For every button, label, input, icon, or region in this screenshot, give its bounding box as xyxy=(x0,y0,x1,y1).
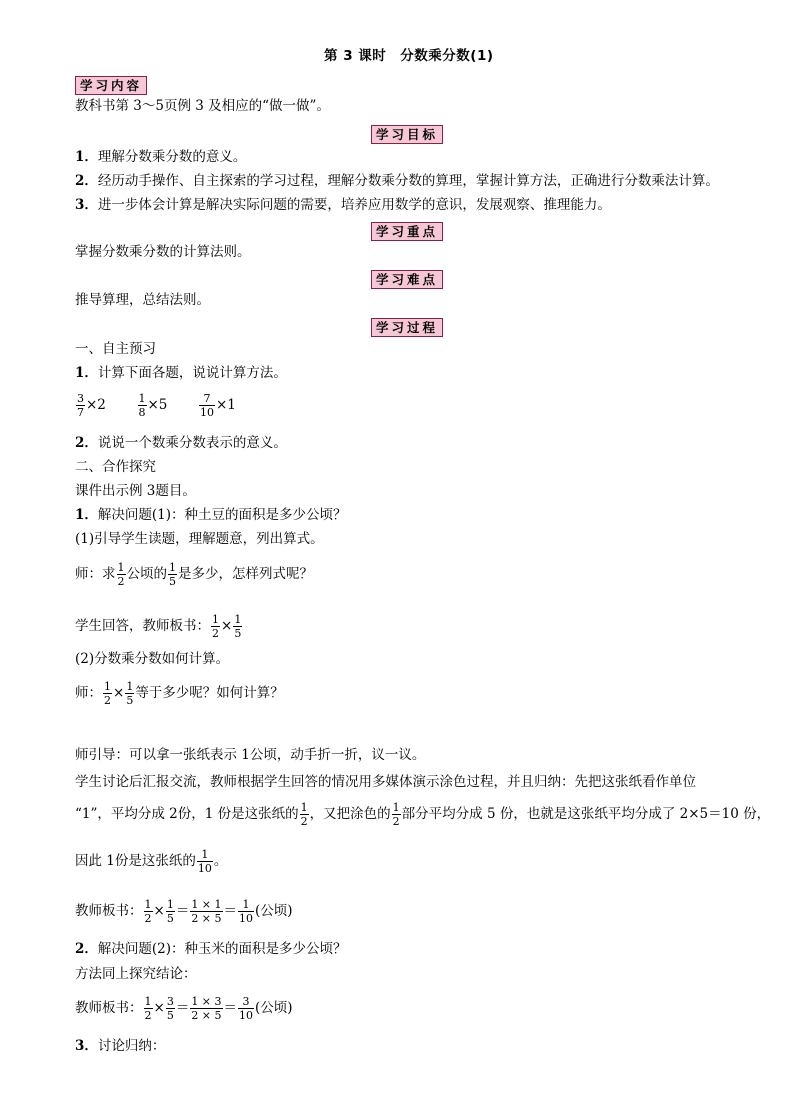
teacher-guide: 师引导：可以拿一张纸表示 1公顷，动手折一折，议一议。 xyxy=(75,747,426,763)
tag-key: 学习重点 xyxy=(371,222,443,241)
goal-3: 3．进一步体会计算是解决实际问题的需要，培养应用数学的意识，发展观察、推理能力。 xyxy=(75,197,611,213)
difficulty-text: 推导算理，总结法则。 xyxy=(75,292,210,308)
question-2: 2．说说一个数乘分数表示的意义。 xyxy=(75,435,287,451)
step-1a: (1)引导学生读题，理解题意，列出算式。 xyxy=(75,531,324,547)
paragraph-line-1: 学生讨论后汇报交流，教师根据学生回答的情况用多媒体演示涂色过程，并且归纳：先把这张纸看作单位 xyxy=(75,774,696,790)
expression: $\frac{3}{7}$ ×2 xyxy=(77,392,106,419)
student-answer: 学生回答，教师板书： $\frac{1}{2}$ × $\frac{1}{5}$ xyxy=(75,613,242,640)
teacher-question-2: 师： $\frac{1}{2}$ × $\frac{1}{5}$ 等于多少呢？如何计算？ xyxy=(75,680,284,707)
goal-2: 2．经历动手操作、自主探索的学习过程，理解分数乘分数的算理，掌握计算方法，正确进行分数乘法计算。 xyxy=(75,173,719,189)
question-1: 1．计算下面各题，说说计算方法。 xyxy=(75,365,287,381)
paragraph-line-3: 因此 1份是这张纸的 $\frac{1}{10}$ 。 xyxy=(75,848,228,875)
problem-2: 2．解决问题(2)：种玉米的面积是多少公顷？ xyxy=(75,941,347,957)
expression: $\frac{7}{10}$ ×1 xyxy=(200,392,236,419)
problem-3: 3．讨论归纳： xyxy=(75,1038,166,1054)
board-formula-1: 教师板书： $\frac{1}{2}$ × $\frac{1}{5}$ ＝ $\frac{1 \times 1}{2 \times 5}$ ＝ $\frac{1}{10}$ (公顷) xyxy=(75,898,293,925)
tag-difficulty: 学习难点 xyxy=(371,270,443,289)
expression-row xyxy=(75,393,236,418)
section-1-heading: 一、自主预习 xyxy=(75,341,156,357)
tag-goals: 学习目标 xyxy=(371,125,443,144)
courseware-text: 课件出示例 3题目。 xyxy=(75,483,196,499)
tag-content: 学习内容 xyxy=(75,76,147,95)
method-text: 方法同上探究结论： xyxy=(75,966,197,982)
section-2-heading: 二、合作探究 xyxy=(75,459,156,475)
tag-process: 学习过程 xyxy=(371,318,443,337)
goal-1: 1．理解分数乘分数的意义。 xyxy=(75,149,247,165)
board-formula-2: 教师板书： $\frac{1}{2}$ × $\frac{3}{5}$ ＝ $\frac{1 \times 3}{2 \times 5}$ ＝ $\frac{3}{10}$ (公顷) xyxy=(75,995,293,1022)
paragraph-line-2: “1”，平均分成 2份，1 份是这张纸的 $\frac{1}{2}$ ，又把涂色的 $\frac{1}{2}$ 部分平均分成 5 份，也就是这张纸平均分成了 2×5＝10 份， xyxy=(75,801,771,828)
step-1b: (2)分数乘分数如何计算。 xyxy=(75,651,230,667)
key-text: 掌握分数乘分数的计算法则。 xyxy=(75,244,251,260)
teacher-question: 师：求 $\frac{1}{2}$ 公顷的 $\frac{1}{5}$ 是多少，怎样列式呢？ xyxy=(75,561,313,588)
content-text: 教科书第 3～5页例 3 及相应的“做一做”。 xyxy=(75,98,330,114)
expression: $\frac{1}{8}$ ×5 xyxy=(138,392,168,419)
problem-1: 1．解决问题(1)：种土豆的面积是多少公顷？ xyxy=(75,507,347,523)
page-title: 第 3 课时 分数乘分数(1) xyxy=(324,48,494,64)
